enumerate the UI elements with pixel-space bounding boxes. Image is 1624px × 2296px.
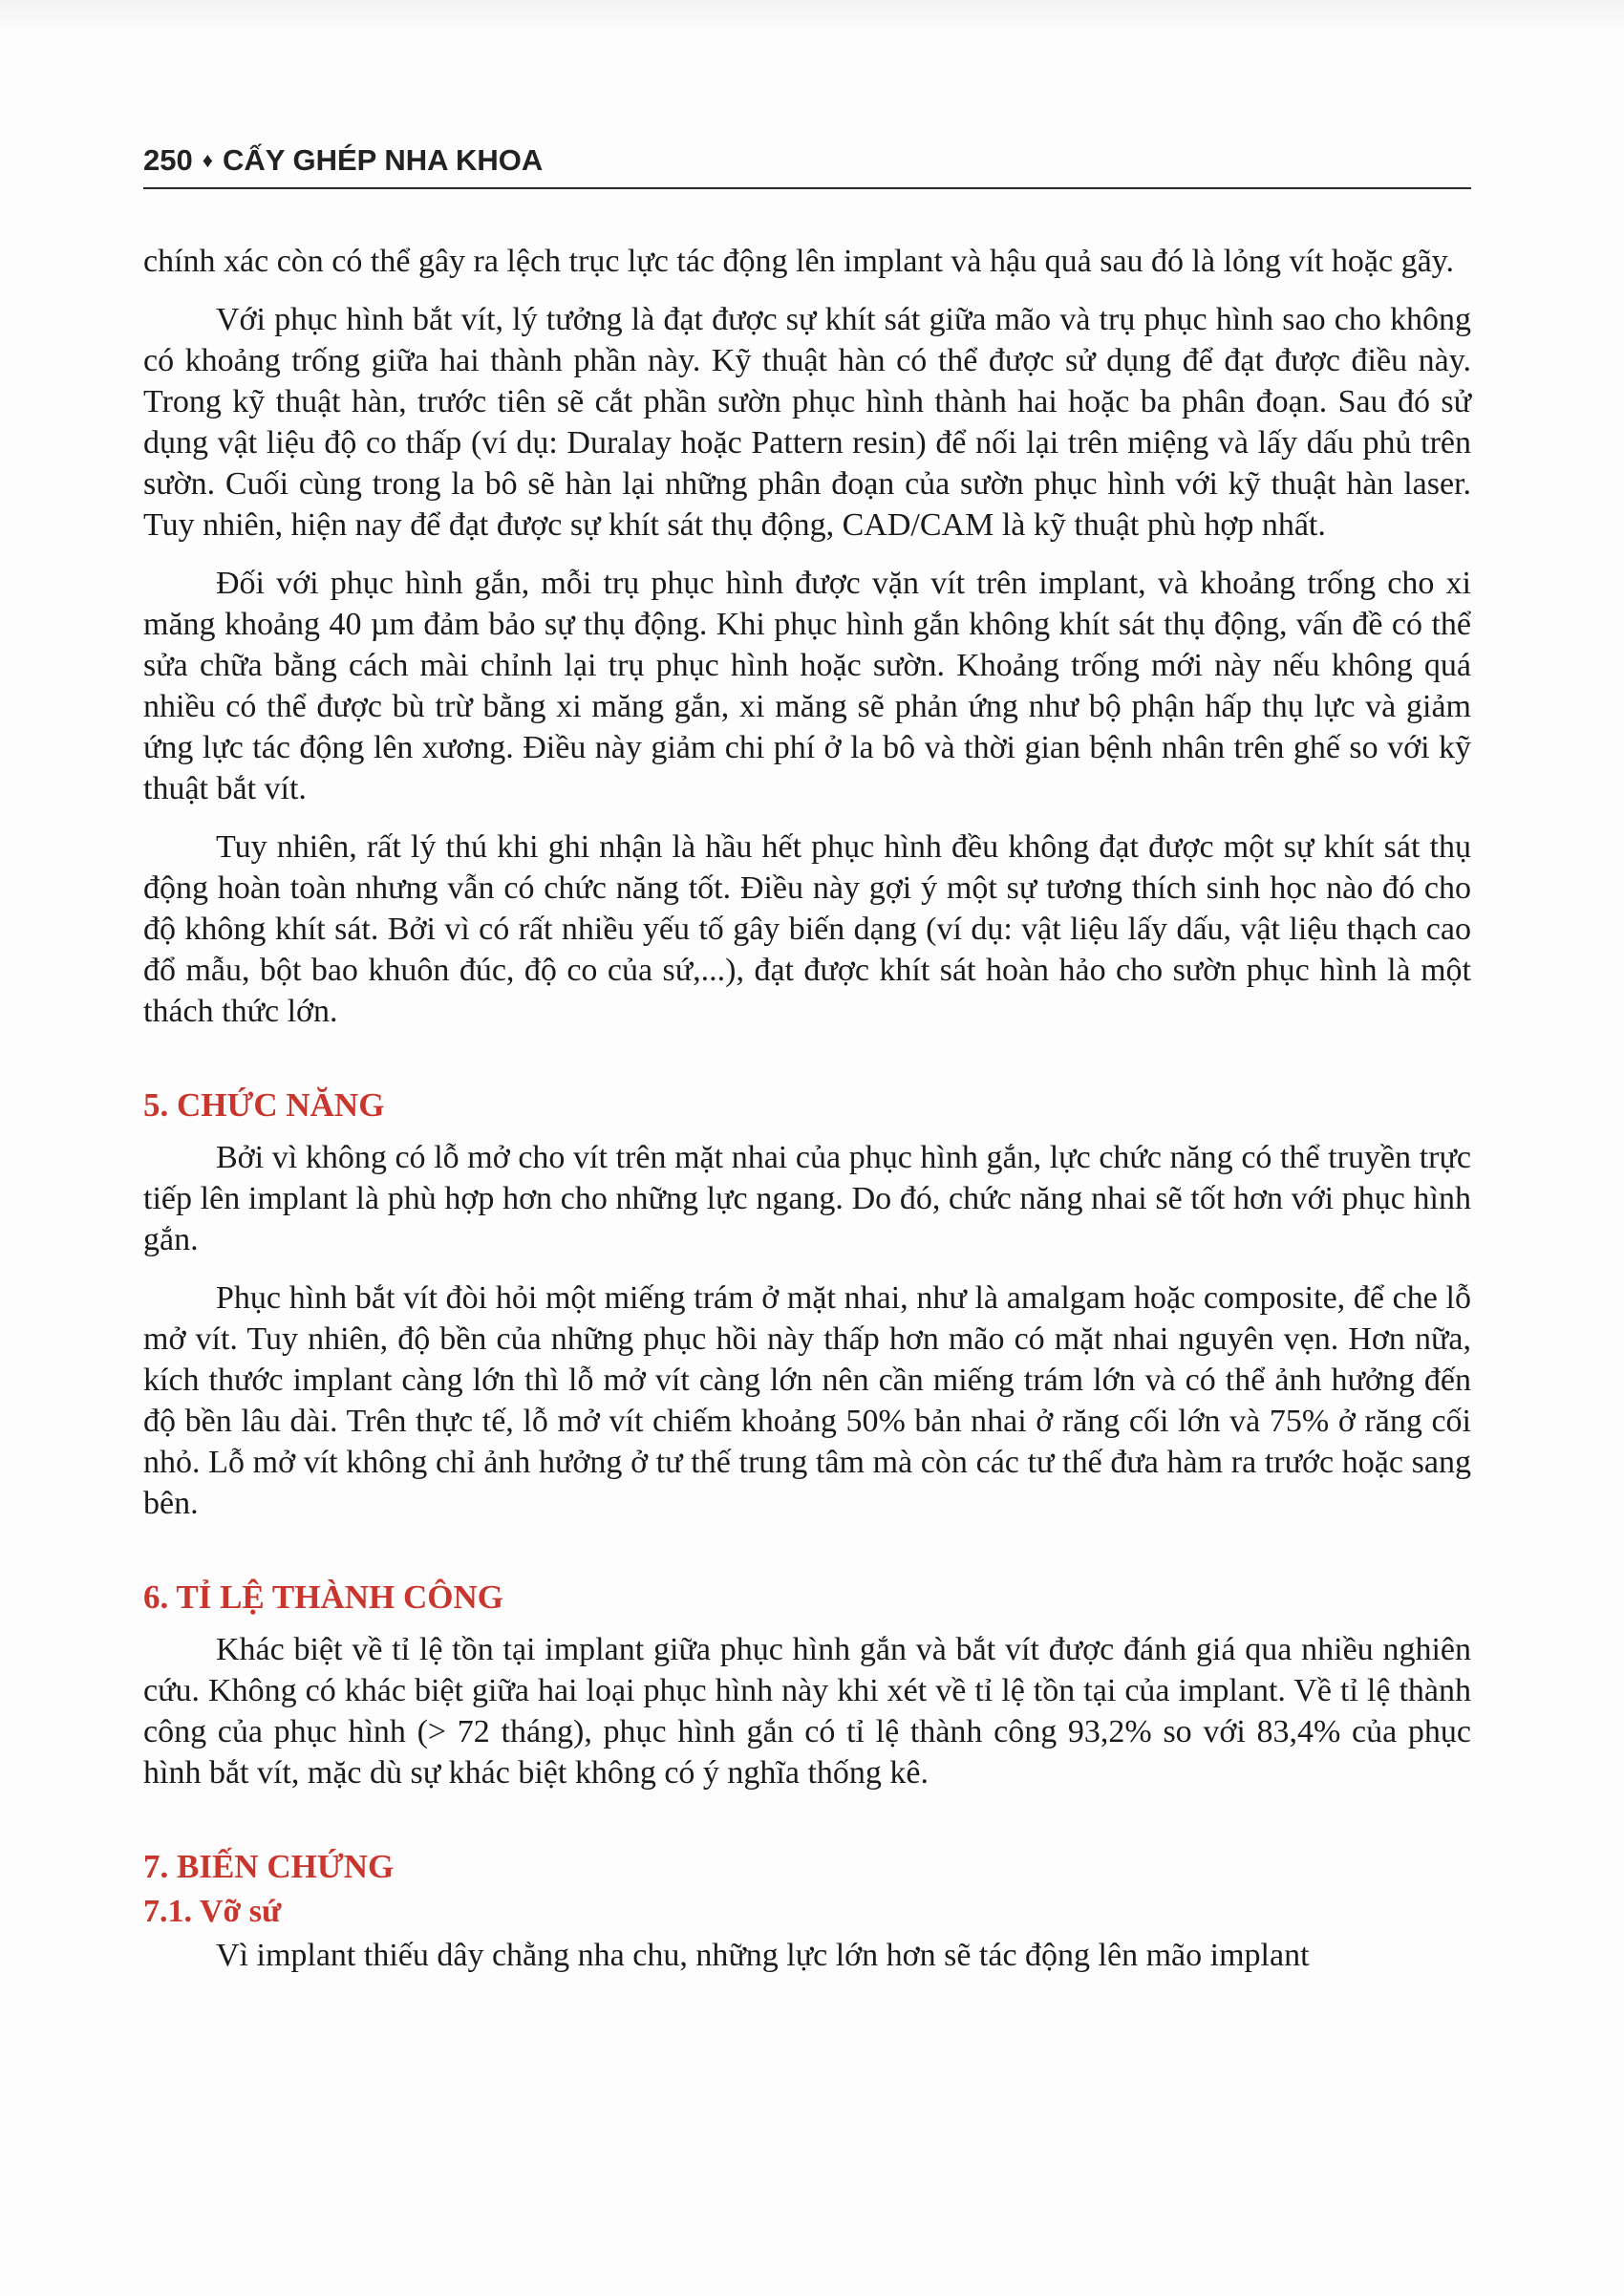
page-body <box>143 241 1471 1993</box>
section-7-heading: 7. BIẾN CHỨNG <box>143 1848 395 1885</box>
book-title: CẤY GHÉP NHA KHOA <box>222 143 544 177</box>
section-6-heading: 6. TỈ LỆ THÀNH CÔNG <box>143 1578 503 1616</box>
page-number: 250 <box>143 143 193 177</box>
section-7-1-paragraph-1: Vì implant thiếu dây chằng nha chu, những lực lớn hơn sẽ tác động lên mão implant <box>216 1938 1310 1973</box>
section-6-paragraph-1: Khác biệt về tỉ lệ tồn tại implant giữa phục hình gắn và bắt vít được đánh giá qua nhiều nghiên cứu. Không có khác biệt giữa hai loại phục hình này khi xét về tỉ lệ tồn tại của implant. Về tỉ lệ thành công của phục hình (> 72 tháng), phục hình gắn có tỉ lệ thành công 93,2% so với 83,4% của phục hình bắt vít, mặc dù sự khác biệt không có ý nghĩa thống kê. <box>143 1632 1471 1791</box>
section-5-heading: 5. CHỨC NĂNG <box>143 1086 385 1124</box>
section-5-paragraph-1: Bởi vì không có lỗ mở cho vít trên mặt nhai của phục hình gắn, lực chức năng có thể truyền trực tiếp lên implant là phù hợp hơn cho những lực ngang. Do đó, chức năng nhai sẽ tốt hơn với phục hình gắn. <box>143 1140 1471 1257</box>
section-7-1-heading: 7.1. Vỡ sứ <box>143 1894 282 1929</box>
paragraph-screw-retained: Với phục hình bắt vít, lý tưởng là đạt được sự khít sát giữa mão và trụ phục hình sao cho không có khoảng trống giữa hai thành phần này. Kỹ thuật hàn có thể được sử dụng để đạt được điều này. Trong kỹ thuật hàn, trước tiên sẽ cắt phần sườn phục hình thành hai hoặc ba phân đoạn. Sau đó sử dụng vật liệu độ co thấp (ví dụ: Duralay hoặc Pattern resin) để nối lại trên miệng và lấy dấu phủ trên sườn. Cuối cùng trong la bô sẽ hàn lại những phân đoạn của sườn phục hình với kỹ thuật hàn laser. Tuy nhiên, hiện nay để đạt được sự khít sát thụ động, CAD/CAM là kỹ thuật phù hợp nhất. <box>143 302 1471 543</box>
page-header <box>143 139 1471 189</box>
section-5-paragraph-2: Phục hình bắt vít đòi hỏi một miếng trám ở mặt nhai, như là amalgam hoặc composite, để che lỗ mở vít. Tuy nhiên, độ bền của những phục hồi này thấp hơn mão có mặt nhai nguyên vẹn. Hơn nữa, kích thước implant càng lớn thì lỗ mở vít càng lớn nên cần miếng trám lớn và có thể ảnh hưởng đến độ bền lâu dài. Trên thực tế, lỗ mở vít chiếm khoảng 50% bản nhai ở răng cối lớn và 75% ở răng cối nhỏ. Lỗ mở vít không chỉ ảnh hưởng ở tư thế trung tâm mà còn các tư thế đưa hàm ra trước hoặc sang bên. <box>143 1280 1471 1521</box>
diamond-separator-icon: ♦ <box>202 148 213 172</box>
paragraph-cement-retained: Đối với phục hình gắn, mỗi trụ phục hình được vặn vít trên implant, và khoảng trống cho xi măng khoảng 40 µm đảm bảo sự thụ động. Khi phục hình gắn không khít sát thụ động, vấn đề có thể sửa chữa bằng cách mài chỉnh lại trụ phục hình hoặc sườn. Khoảng trống mới này nếu không quá nhiều có thể được bù trừ bằng xi măng gắn, xi măng sẽ phản ứng như bộ phận hấp thụ lực và giảm ứng lực tác động lên xương. Điều này giảm chi phí ở la bô và thời gian bệnh nhân trên ghế so với kỹ thuật bắt vít. <box>143 566 1471 806</box>
paragraph-passive-fit: Tuy nhiên, rất lý thú khi ghi nhận là hầu hết phục hình đều không đạt được một sự khít sát thụ động hoàn toàn nhưng vẫn có chức năng tốt. Điều này gợi ý một sự tương thích sinh học nào đó cho độ không khít sát. Bởi vì có rất nhiều yếu tố gây biến dạng (ví dụ: vật liệu lấy dấu, vật liệu thạch cao đổ mẫu, bột bao khuôn đúc, độ co của sứ,...), đạt được khít sát hoàn hảo cho sườn phục hình là một thách thức lớn. <box>143 829 1471 1029</box>
paragraph-continuation: chính xác còn có thể gây ra lệch trục lực tác động lên implant và hậu quả sau đó là lỏng vít hoặc gãy. <box>143 244 1454 279</box>
scan-top-edge <box>0 0 1624 32</box>
